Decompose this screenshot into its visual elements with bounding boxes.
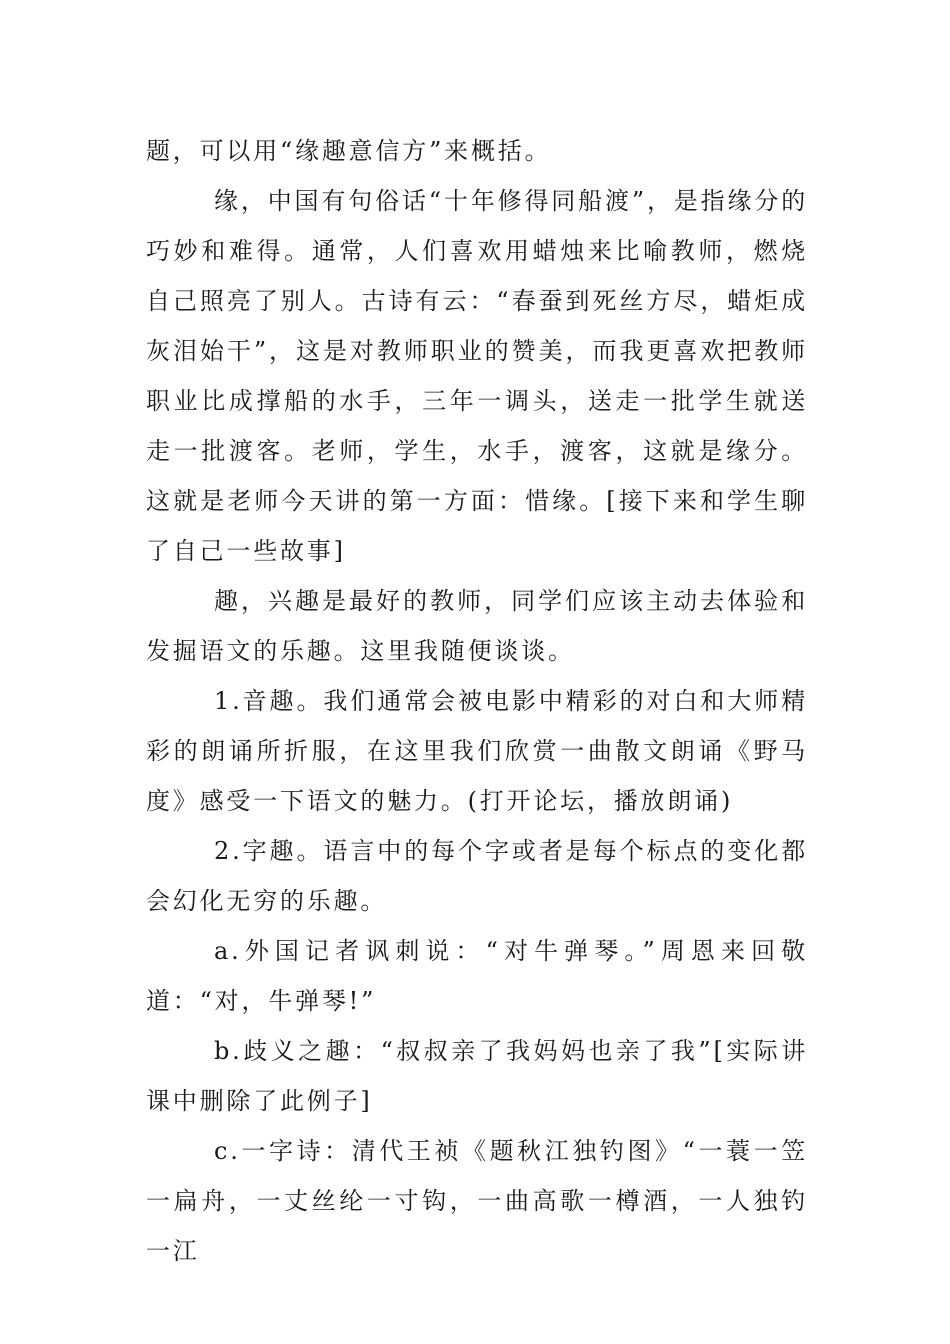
document-body bbox=[146, 126, 808, 1276]
paragraph-ziqu: 2.字趣。语言中的每个字或者是每个标点的变化都会幻化无穷的乐趣。 bbox=[146, 837, 808, 915]
paragraph-yinqu: 1.音趣。我们通常会被电影中精彩的对白和大师精彩的朗诵所折服，在这里我们欣赏一曲散文朗诵《野马度》感受一下语文的魅力。(打开论坛，播放朗诵) bbox=[146, 687, 808, 815]
paragraph-example-b: b.歧义之趣：“叔叔亲了我妈妈也亲了我”[实际讲课中删除了此例子] bbox=[146, 1037, 808, 1115]
paragraph-yuan: 缘，中国有句俗话“十年修得同船渡”，是指缘分的巧妙和难得。通常，人们喜欢用蜡烛来比喻教师，燃烧自己照亮了别人。古诗有云：“春蚕到死丝方尽，蜡炬成灰泪始干”，这是对教师职业的赞美，而我更喜欢把教师职业比成撑船的水手，三年一调头，送走一批学生就送走一批渡客。老师，学生，水手，渡客，这就是缘分。这就是老师今天讲的第一方面：惜缘。[接下来和学生聊了自己一些故事] bbox=[146, 187, 808, 565]
paragraph-continued-intro: 题，可以用“缘趣意信方”来概括。 bbox=[146, 137, 552, 165]
paragraph-example-a: a.外国记者讽刺说：“对牛弹琴。”周恩来回敬道：“对，牛弹琴!” bbox=[146, 937, 808, 1015]
paragraph-qu: 趣，兴趣是最好的教师，同学们应该主动去体验和发掘语文的乐趣。这里我随便谈谈。 bbox=[146, 587, 808, 665]
paragraph-example-c: c.一字诗：清代王祯《题秋江独钓图》“一蓑一笠一扁舟，一丈丝纶一寸钩，一曲高歌一樽酒，一人独钓一江 bbox=[146, 1137, 808, 1265]
